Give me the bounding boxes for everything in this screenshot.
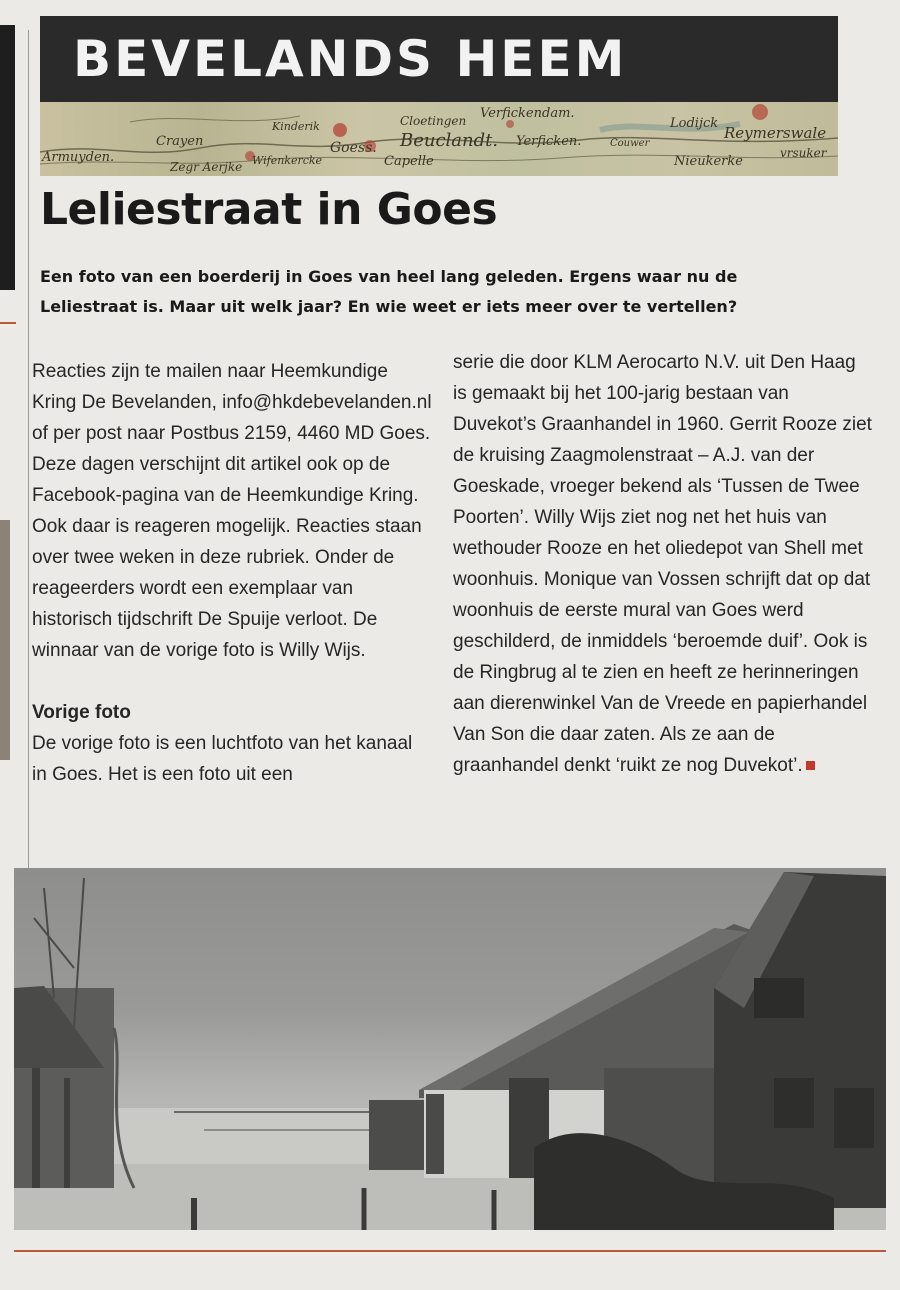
map-label: Zegr Aerjke: [170, 160, 243, 174]
map-label: Cloetingen: [400, 114, 467, 128]
map-label: Verfickendam.: [480, 106, 575, 121]
map-label: Goess.: [330, 140, 377, 156]
map-label: Wifenkercke: [252, 154, 323, 167]
adjacent-page-edge: [0, 25, 15, 290]
map-label: Couwer: [610, 138, 650, 149]
map-label: Kinderik: [272, 120, 320, 133]
article-paragraph: De vorige foto is een luchtfoto van het kanaal in Goes. Het is een foto uit een: [32, 733, 413, 785]
article-paragraph: Reacties zijn te mailen naar Heemkundige Kring De Bevelanden, info@hkdebevelanden.nl of per post naar Postbus 2159, 4460 MD Goes. Deze dagen verschijnt dit artikel ook op de Facebook-pagina van de Heemkundige Kring. Ook daar is reageren mogelijk. Reacties staan over twee weken in deze rubriek. Onder de reageerders wordt een exemplaar van historisch tijdschrift De Spuije verloot. De winnaar van de vorige foto is Willy Wijs.: [32, 361, 432, 661]
old-map-strip: [40, 102, 838, 176]
map-label: Crayen: [156, 134, 204, 149]
article-subhead: Vorige foto: [32, 702, 131, 723]
map-label: Capelle: [384, 154, 434, 169]
article-intro: Een foto van een boerderij in Goes van heel lang geleden. Ergens waar nu de Leliestraat is. Maar uit welk jaar? En wie weet er iets meer over te vertellen?: [40, 267, 738, 316]
margin-tick: [0, 322, 16, 324]
map-label: Reymerswale: [724, 124, 827, 142]
article-headline: Leliestraat in Goes: [40, 184, 498, 235]
farm-photo: [14, 868, 886, 1230]
farm-photo-drawing: [14, 868, 886, 1230]
section-header: [40, 16, 838, 176]
section-title: BEVELANDS HEEM: [73, 30, 628, 88]
map-label: Nieukerke: [674, 154, 743, 169]
map-label: Yerficken.: [516, 134, 582, 149]
map-label: Lodijck: [670, 116, 719, 131]
article-column-left: [32, 356, 432, 790]
map-label: Beuclandt.: [400, 130, 499, 151]
section-banner: [40, 16, 838, 102]
adjacent-page-photo-edge: [0, 520, 10, 760]
end-of-article-mark: [806, 761, 815, 770]
article-column-right: [453, 347, 873, 781]
article-paragraph: serie die door KLM Aerocarto N.V. uit Den Haag is gemaakt bij het 100-jarig bestaan van Duvekot’s Graanhandel in 1960. Gerrit Rooze ziet de kruising Zaagmolenstraat – A.J. van der Goeskade, vroeger bekend als ‘Tussen de Twee Poorten’. Willy Wijs ziet nog net het huis van wethouder Rooze en het oliedepot van Shell met woonhuis. Monique van Vossen schrijft dat op dat woonhuis de eerste mural van Goes werd geschilderd, de inmiddels ‘beroemde duif’. Ook is de Ringbrug al te zien en heeft ze herinneringen aan dierenwinkel Van de Vreede en papierhandel Van Son die daar zaten. Als ze aan de graanhandel denkt ‘ruikt ze nog Duvekot’.: [453, 352, 872, 776]
map-label: Armuyden.: [42, 150, 115, 165]
map-label: vrsuker: [780, 146, 827, 160]
page-bottom-rule: [14, 1250, 886, 1252]
